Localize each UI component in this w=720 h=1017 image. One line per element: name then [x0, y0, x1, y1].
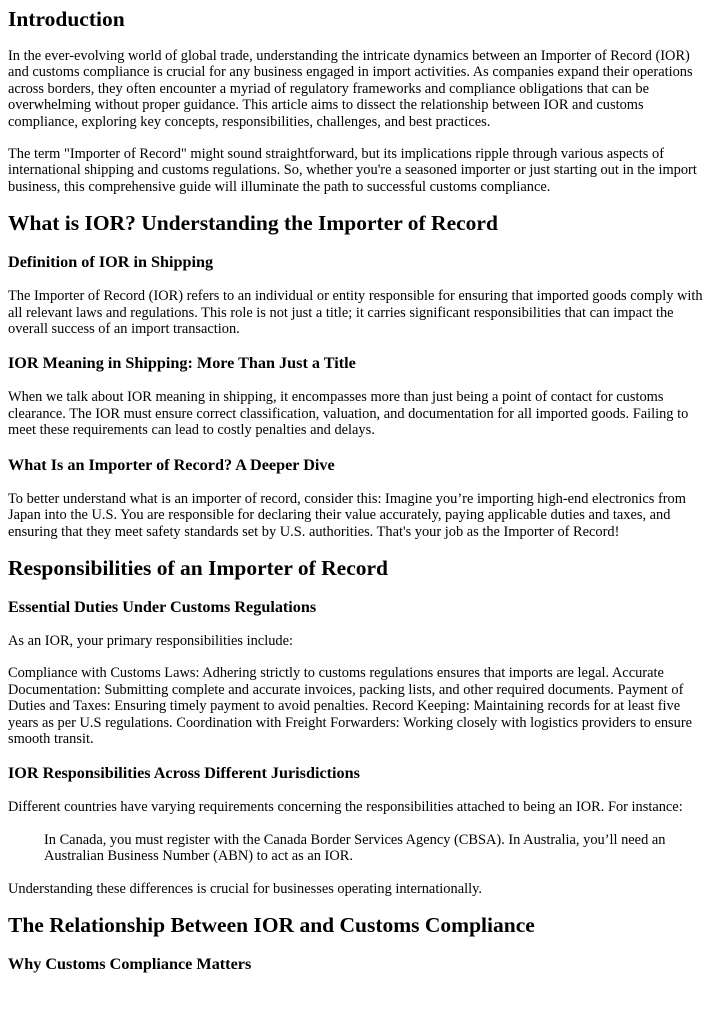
paragraph-intro-2: The term "Importer of Record" might sound straightforward, but its implications ripple through various aspects of international shipping and customs regulations. So, whether you're a seasoned importer or just starting out in the import business, this comprehensive guide will illuminate the path to successful customs compliance.	[8, 146, 697, 195]
heading-introduction: Introduction	[8, 7, 125, 31]
paragraph-duties-intro: As an IOR, your primary responsibilities include:	[8, 632, 293, 649]
subheading-why-compliance: Why Customs Compliance Matters	[8, 954, 252, 973]
paragraph-jurisdictions-intro: Different countries have varying requirements concerning the responsibilities attached to being an IOR. For instance:	[8, 799, 683, 816]
subheading-jurisdictions: IOR Responsibilities Across Different Jurisdictions	[8, 764, 360, 783]
heading-relationship: The Relationship Between IOR and Customs Compliance	[8, 912, 535, 937]
paragraph-jurisdictions-summary: Understanding these differences is crucial for businesses operating internationally.	[8, 880, 482, 897]
subheading-deeper-dive: What Is an Importer of Record? A Deeper Dive	[8, 455, 335, 474]
heading-responsibilities: Responsibilities of an Importer of Record	[8, 555, 389, 580]
subheading-meaning: IOR Meaning in Shipping: More Than Just a Title	[8, 354, 356, 373]
heading-what-is-ior: What is IOR? Understanding the Importer of Record	[8, 211, 498, 236]
paragraph-definition: The Importer of Record (IOR) refers to an individual or entity responsible for ensuring that imported goods comply with all relevant laws and regulations. This role is not just a title; it carries significant responsibilities that can impact the overall success of an import transaction.	[8, 288, 703, 338]
paragraph-duties-list: Compliance with Customs Laws: Adhering strictly to customs regulations ensures that imports are legal. Accurate Documentation: Submitting complete and accurate invoices, packing lists, and other required documents. Payment of Duties and Taxes: Ensuring timely payment to avoid penalties. Record Keeping: Maintaining records for at least five years as per U.S regulations. Coordination with Freight Forwarders: Working closely with logistics providers to ensure smooth transit.	[8, 665, 693, 747]
subheading-definition: Definition of IOR in Shipping	[8, 253, 214, 272]
paragraph-meaning: When we talk about IOR meaning in shipping, it encompasses more than just being a point of contact for customs clearance. The IOR must ensure correct classification, valuation, and documentation for all imported goods. Failing to meet these requirements can lead to costly penalties and delays.	[8, 389, 689, 439]
subheading-essential-duties: Essential Duties Under Customs Regulations	[8, 597, 317, 616]
paragraph-deeper-dive: To better understand what is an importer of record, consider this: Imagine you’re importing high-end electronics from Japan into the U.S. You are responsible for declaring their value accurately, paying applicable duties and taxes, and ensuring that they meet safety standards set by U.S. authorities. That's your job as the Importer of Record!	[8, 490, 686, 540]
blockquote-jurisdictions: In Canada, you must register with the Canada Border Services Agency (CBSA). In Australia, you’ll need an Australian Business Number (ABN) to act as an IOR.	[44, 831, 666, 865]
paragraph-intro-1: In the ever-evolving world of global trade, understanding the intricate dynamics between an Importer of Record (IOR) and customs compliance is crucial for any business engaged in import activities. As companies expand their operations across borders, they often encounter a myriad of regulatory frameworks and compliance obligations that can be overwhelming without proper guidance. This article aims to dissect the relationship between IOR and customs compliance, exploring key concepts, responsibilities, challenges, and best practices.	[8, 48, 693, 130]
